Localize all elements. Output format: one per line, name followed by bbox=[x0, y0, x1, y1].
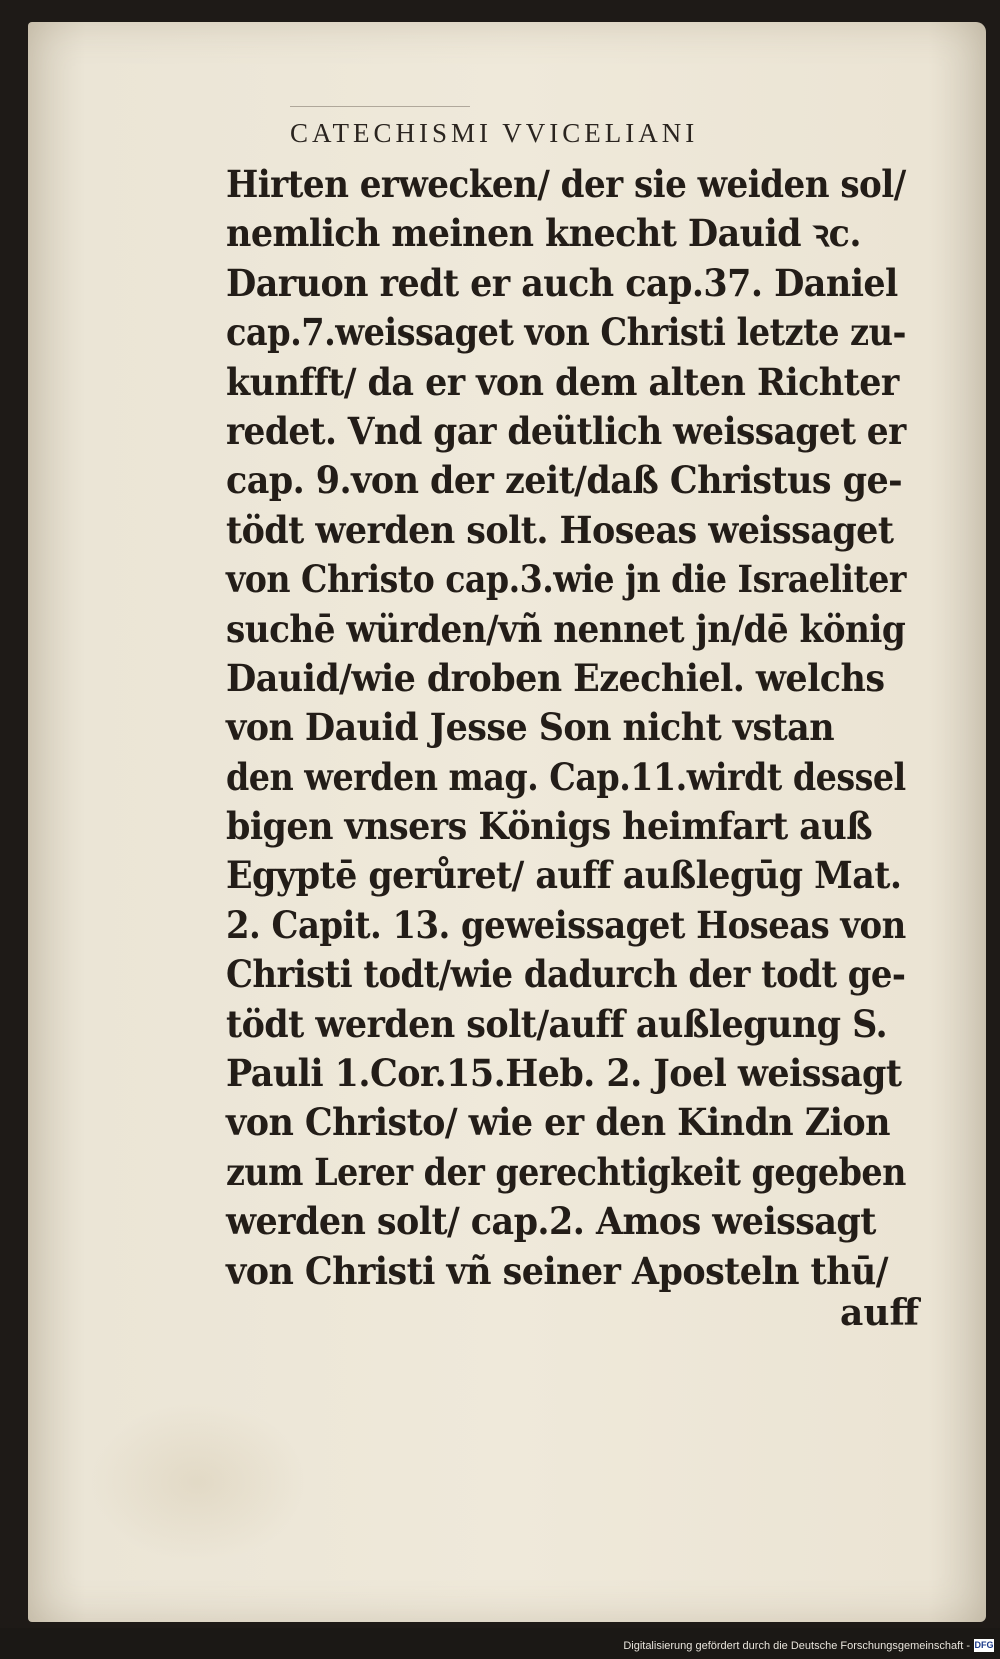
running-head-rule bbox=[290, 106, 470, 107]
text-line: den werden mag. Cap.11.wirdt dessel bbox=[226, 754, 906, 799]
text-line: Egyptē gerůret/ auff außlegūg Mat. bbox=[226, 853, 902, 898]
footer-credit: Digitalisierung gefördert durch die Deutsche Forschungsgemeinschaft - bbox=[623, 1640, 970, 1652]
text-line: nemlich meinen knecht Dauid ꝛc. bbox=[226, 211, 861, 256]
text-line: 2. Capit. 13. geweissaget Hoseas von bbox=[226, 902, 906, 947]
text-line: von Dauid Jesse Son nicht vstan bbox=[226, 705, 835, 750]
text-line: Dauid/wie droben Ezechiel. welchs bbox=[226, 655, 885, 700]
dfg-logo-icon: DFG bbox=[974, 1640, 994, 1650]
text-line: Hirten erwecken/ der sie weiden sol/ bbox=[226, 162, 906, 206]
text-line: bigen vnsers Königs heimfart auß bbox=[226, 804, 873, 849]
catchword: auff bbox=[840, 1292, 920, 1334]
text-line: suchē würden/vñ nennet jn/dē könig bbox=[226, 606, 906, 651]
text-line: zum Lerer der gerechtigkeit gegeben bbox=[226, 1149, 906, 1194]
text-line: werden solt/ cap.2. Amos weissagt bbox=[226, 1199, 876, 1244]
body-text bbox=[226, 160, 946, 1296]
text-line: kunfft/ da er von dem alten Richter bbox=[226, 359, 899, 404]
text-line: tödt werden solt/auff außlegung S. bbox=[226, 1001, 888, 1046]
text-line: tödt werden solt. Hoseas weissaget bbox=[226, 507, 894, 552]
text-line: von Christo cap.3.wie jn die Israeliter bbox=[226, 557, 906, 602]
text-line: von Christi vñ seiner Aposteln thū/ bbox=[226, 1248, 888, 1293]
running-head: CATECHISMI VVICELIANI bbox=[290, 118, 699, 148]
paper-stain bbox=[88, 1402, 308, 1562]
text-line: von Christo/ wie er den Kindn Zion bbox=[226, 1100, 890, 1145]
text-line: redet. Vnd gar deütlich weissaget er bbox=[226, 408, 906, 453]
text-line: Pauli 1.Cor.15.Heb. 2. Joel weissagt bbox=[226, 1051, 902, 1096]
text-line: cap. 9.von der zeit/daß Christus ge- bbox=[226, 458, 903, 503]
text-line: Christi todt/wie dadurch der todt ge- bbox=[226, 952, 906, 997]
text-line: cap.7.weissaget von Christi letzte zu- bbox=[226, 310, 906, 355]
text-line: Daruon redt er auch cap.37. Daniel bbox=[226, 260, 898, 305]
